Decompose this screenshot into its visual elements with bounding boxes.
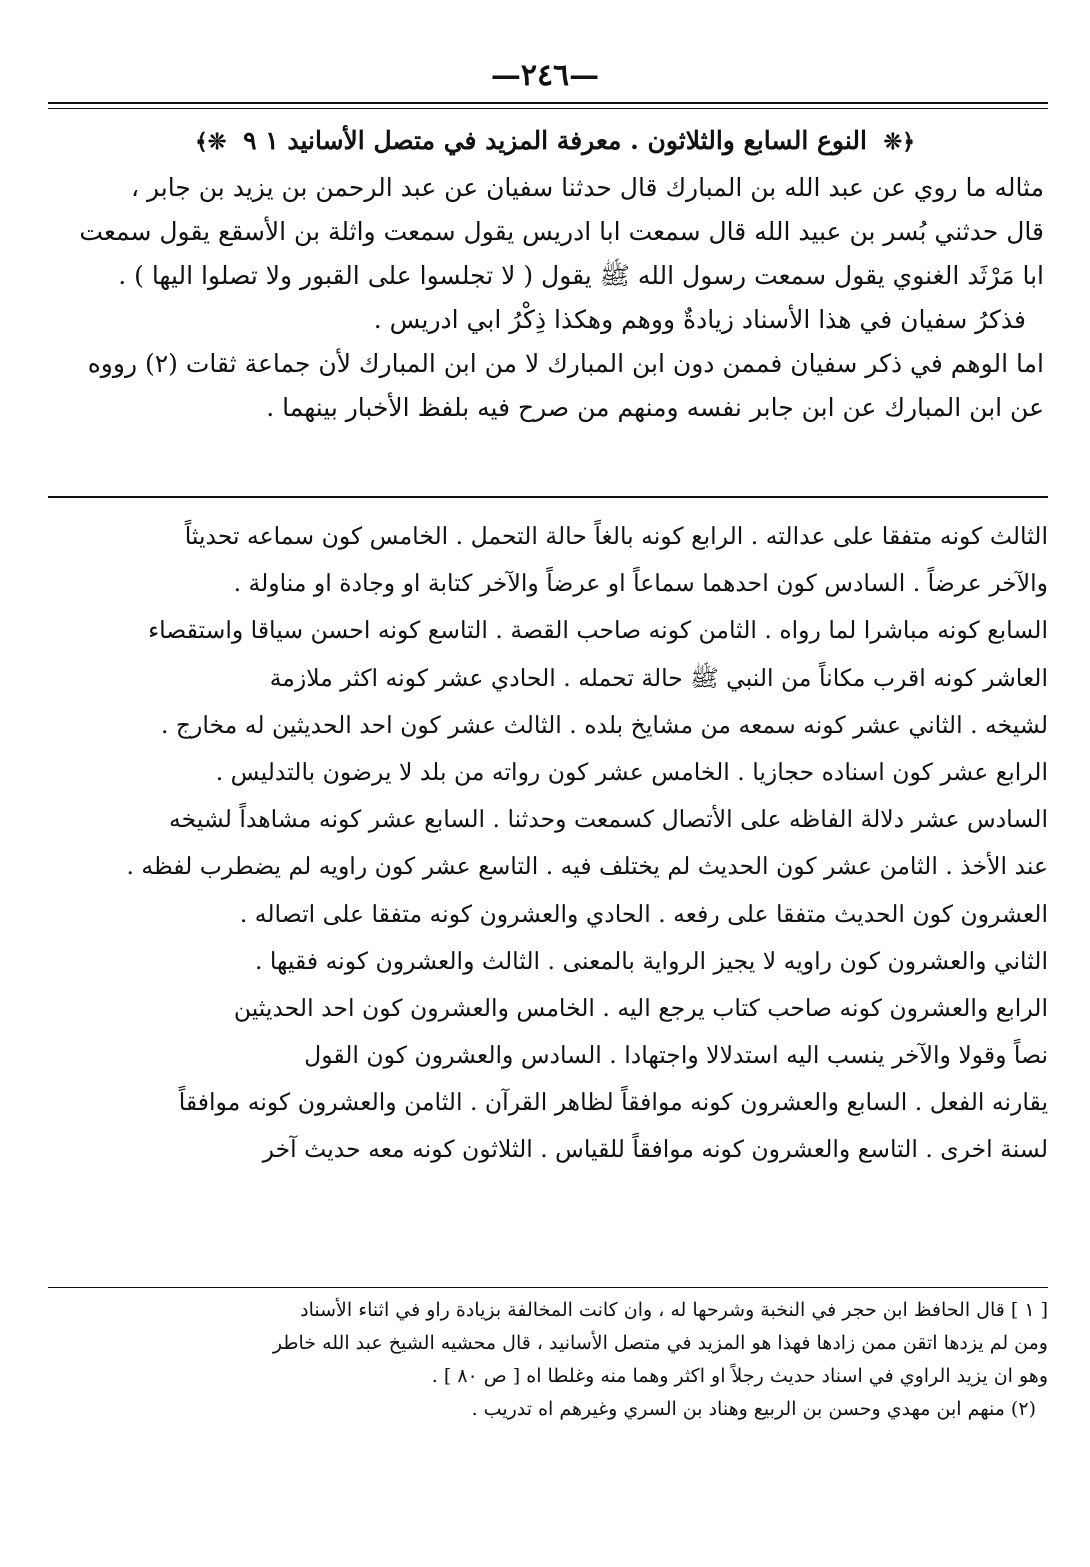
text-line: عند الأخذ . الثامن عشر كون الحديث لم يختلف فيه . التاسع عشر كون راويه لم يضطرب لفظه . bbox=[126, 852, 1048, 881]
commentary-text bbox=[44, 513, 1048, 1174]
text-line: العشرون كون الحديث متفقا على رفعه . الحادي والعشرون كونه متفقا على اتصاله . bbox=[239, 899, 1048, 928]
text-line: الثاني والعشرون كون راويه لا يجيز الرواية بالمعنى . الثالث والعشرون كونه فقيها . bbox=[254, 946, 1048, 975]
page-number: —٢٤٦— bbox=[490, 58, 600, 93]
text-line: فذكرُ سفيان في هذا الأسناد زيادةٌ ووهم وهكذا ذِكْرُ ابي ادريس . bbox=[373, 305, 1026, 334]
main-text bbox=[44, 166, 1044, 430]
text-line: الرابع عشر كون اسناده حجازيا . الخامس عشر كون رواته من بلد لا يرضون بالتدليس . bbox=[215, 757, 1048, 786]
text-line: نصاً وقولا والآخر ينسب اليه استدلالا واجتهادا . السادس والعشرون كون القول bbox=[304, 1041, 1048, 1070]
footnote-line: ومن لم يزدها اتقن ممن زادها فهذا هو المزيد في متصل الأسانيد ، قال محشيه الشيخ عبد الله خاطر bbox=[272, 1332, 1048, 1354]
text-line: العاشر كونه اقرب مكاناً من النبي ﷺ حالة تحمله . الحادي عشر كونه اكثر ملازمة bbox=[269, 663, 1048, 692]
text-line: السابع كونه مباشرا لما رواه . الثامن كونه صاحب القصة . التاسع كونه احسن سياقا واستقصاء bbox=[148, 616, 1048, 645]
section-divider bbox=[48, 496, 1048, 498]
header-rule-bottom bbox=[48, 108, 1048, 109]
text-line: السادس عشر دلالة الفاظه على الأتصال كسمعت وحدثنا . السابع عشر كونه مشاهداً لشيخه bbox=[168, 805, 1048, 834]
footnote-line: [ ١ ] قال الحافظ ابن حجر في النخبة وشرحها له ، وان كانت المخالفة بزيادة راو في اثناء الأسناد bbox=[300, 1299, 1048, 1321]
text-line: والآخر عرضاً . السادس كون احدهما سماعاً او عرضاً والآخر كتابة او وجادة او مناولة . bbox=[233, 569, 1048, 598]
text-line: الرابع والعشرون كونه صاحب كتاب يرجع اليه . الخامس والعشرون كون احد الحديثين bbox=[233, 993, 1048, 1022]
header-rule-top bbox=[48, 102, 1048, 104]
text-line: لشيخه . الثاني عشر كونه سمعه من مشايخ بلده . الثالث عشر كون احد الحديثين له مخارج . bbox=[160, 710, 1048, 739]
footnotes bbox=[48, 1294, 1048, 1426]
ornament-right-icon: ❊﴿ bbox=[883, 129, 915, 155]
section-title: النوع السابع والثلاثون . معرفة المزيد في متصل الأسانيد ١ ٩ bbox=[243, 126, 867, 155]
text-line: ابا مَرْثَد الغنوي يقول سمعت رسول الله ﷺ يقول ( لا تجلسوا على القبور ولا تصلوا اليها ) . bbox=[118, 261, 1044, 290]
text-line: يقارنه الفعل . السابع والعشرون كونه موافقاً لظاهر القرآن . الثامن والعشرون كونه موافقاً bbox=[178, 1088, 1048, 1117]
text-line: مثاله ما روي عن عبد الله بن المبارك قال حدثنا سفيان عن عبد الرحمن بن يزيد بن جابر ، bbox=[130, 173, 1044, 202]
footnote-line: (٢) منهم ابن مهدي وحسن بن الربيع وهناد بن السري وغيرهم اه تدريب . bbox=[471, 1398, 1036, 1420]
text-line: عن ابن المبارك عن ابن جابر نفسه ومنهم من صرح فيه بلفظ الأخبار بينهما . bbox=[266, 393, 1044, 422]
footnote-divider bbox=[48, 1287, 1048, 1288]
section-heading bbox=[90, 126, 1020, 155]
text-line: لسنة اخرى . التاسع والعشرون كونه موافقاً للقياس . الثلاثون كونه معه حديث آخر bbox=[262, 1135, 1048, 1164]
footnote-line: وهو ان يزيد الراوي في اسناد حديث رجلاً او اكثر وهما منه وغلطا اه [ ص ٨٠ ] . bbox=[431, 1365, 1048, 1387]
text-line: الثالث كونه متفقا على عدالته . الرابع كونه بالغاً حالة التحمل . الخامس كون سماعه تحديثاً bbox=[184, 522, 1048, 550]
ornament-left-icon: ﴾❊ bbox=[195, 129, 227, 155]
text-line: قال حدثني بُسر بن عبيد الله قال سمعت ابا ادريس يقول سمعت واثلة بن الأسقع يقول سمعت bbox=[79, 217, 1044, 246]
text-line: اما الوهم في ذكر سفيان فممن دون ابن المبارك لا من ابن المبارك لأن جماعة ثقات (٢) رووه bbox=[87, 349, 1044, 378]
